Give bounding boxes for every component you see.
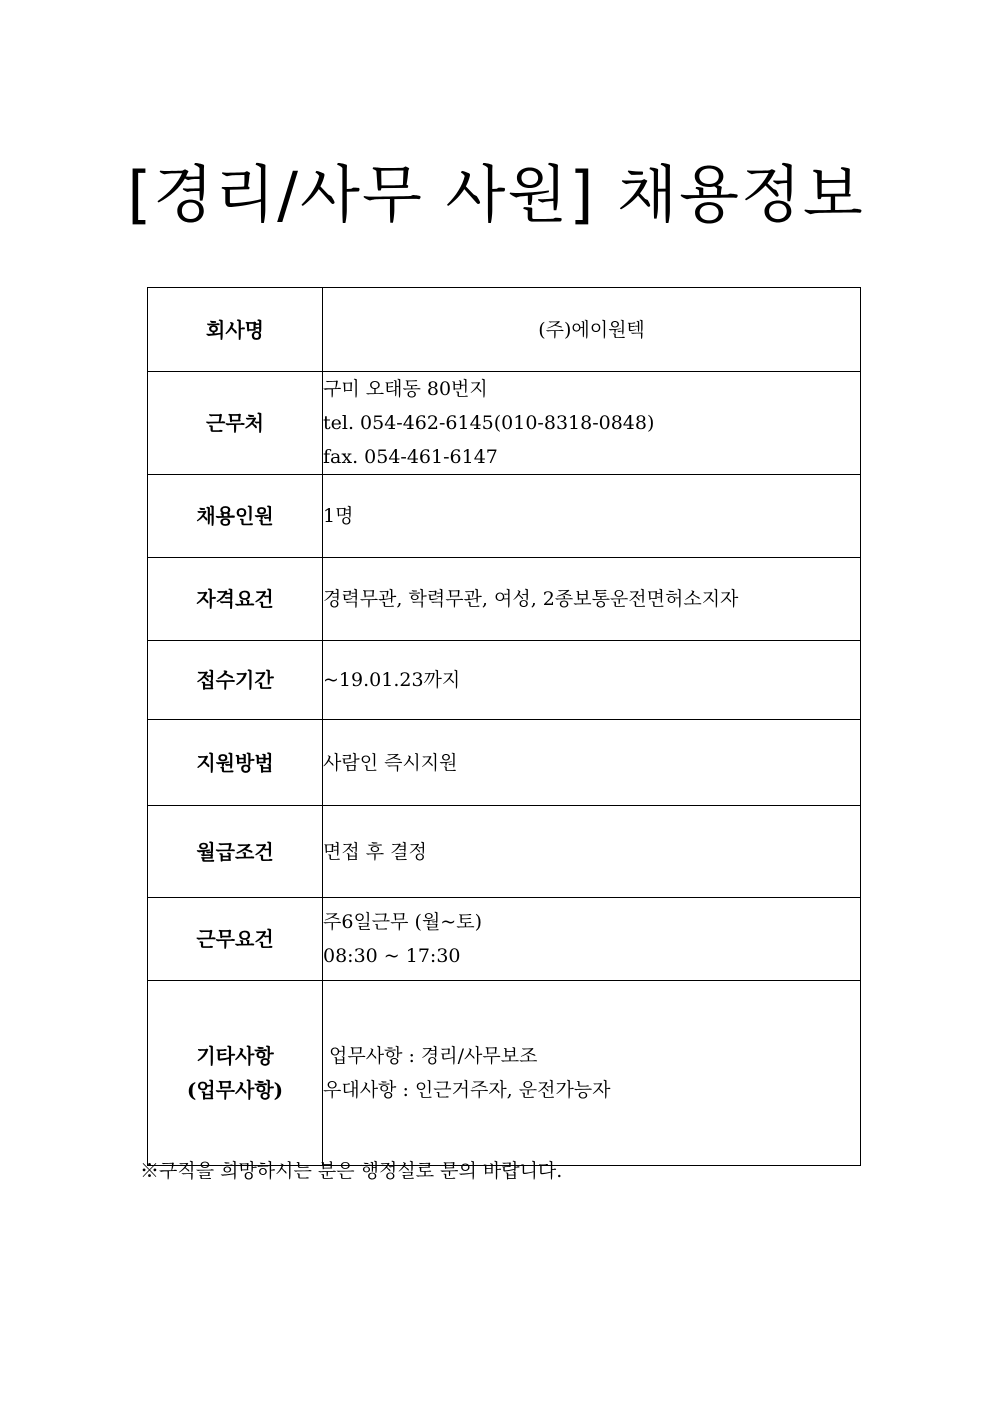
table-row-application-method [148, 720, 861, 806]
qualifications-text: 경력무관, 학력무관, 여성, 2종보통운전면허소지자 [323, 588, 739, 610]
headcount-value [323, 475, 861, 558]
other-label-line-2: (업무사항) [186, 1078, 284, 1102]
job-info-table [147, 287, 861, 1166]
preference-text: 우대사항 : 인근거주자, 운전가능자 [323, 1079, 611, 1101]
company-name: (주)에이원텍 [538, 318, 645, 341]
other-label [148, 981, 323, 1166]
table-row-company [148, 288, 861, 372]
company-value [323, 288, 861, 372]
table-row-work-conditions [148, 898, 861, 981]
qualifications-label: 자격요건 [148, 558, 323, 641]
application-period-text: ~19.01.23까지 [323, 669, 461, 691]
work-conditions-label: 근무요건 [148, 898, 323, 981]
other-label-line-1: 기타사항 [196, 1044, 274, 1068]
salary-text: 면접 후 결정 [323, 840, 427, 863]
workplace-value [323, 372, 861, 475]
work-hours: 08:30 ~ 17:30 [323, 945, 461, 967]
workplace-label: 근무처 [148, 372, 323, 475]
workplace-address: 구미 오태동 80번지 [323, 378, 488, 400]
table-row-headcount [148, 475, 861, 558]
table-row-application-period [148, 641, 861, 720]
work-conditions-value [323, 898, 861, 981]
qualifications-value [323, 558, 861, 641]
table-row-salary [148, 806, 861, 898]
application-period-value [323, 641, 861, 720]
headcount-text: 1명 [323, 505, 354, 527]
table-row-qualifications [148, 558, 861, 641]
footnote: ※구직을 희망하시는 분은 행정실로 문의 바랍니다. [140, 1160, 563, 1182]
salary-label: 월급조건 [148, 806, 323, 898]
table-row-other [148, 981, 861, 1166]
application-method-label: 지원방법 [148, 720, 323, 806]
workplace-tel: tel. 054-462-6145(010-8318-0848) [323, 412, 655, 434]
headcount-label: 채용인원 [148, 475, 323, 558]
duty-text: 업무사항 : 경리/사무보조 [323, 1045, 538, 1067]
page-title: [경리/사무 사원] 채용정보 [127, 158, 865, 231]
application-method-text: 사람인 즉시지원 [323, 751, 458, 774]
application-period-label: 접수기간 [148, 641, 323, 720]
salary-value [323, 806, 861, 898]
other-value [323, 981, 861, 1166]
work-days: 주6일근무 (월~토) [323, 911, 482, 933]
table-row-workplace [148, 372, 861, 475]
workplace-fax: fax. 054-461-6147 [323, 446, 498, 468]
application-method-value [323, 720, 861, 806]
company-label: 회사명 [148, 288, 323, 372]
